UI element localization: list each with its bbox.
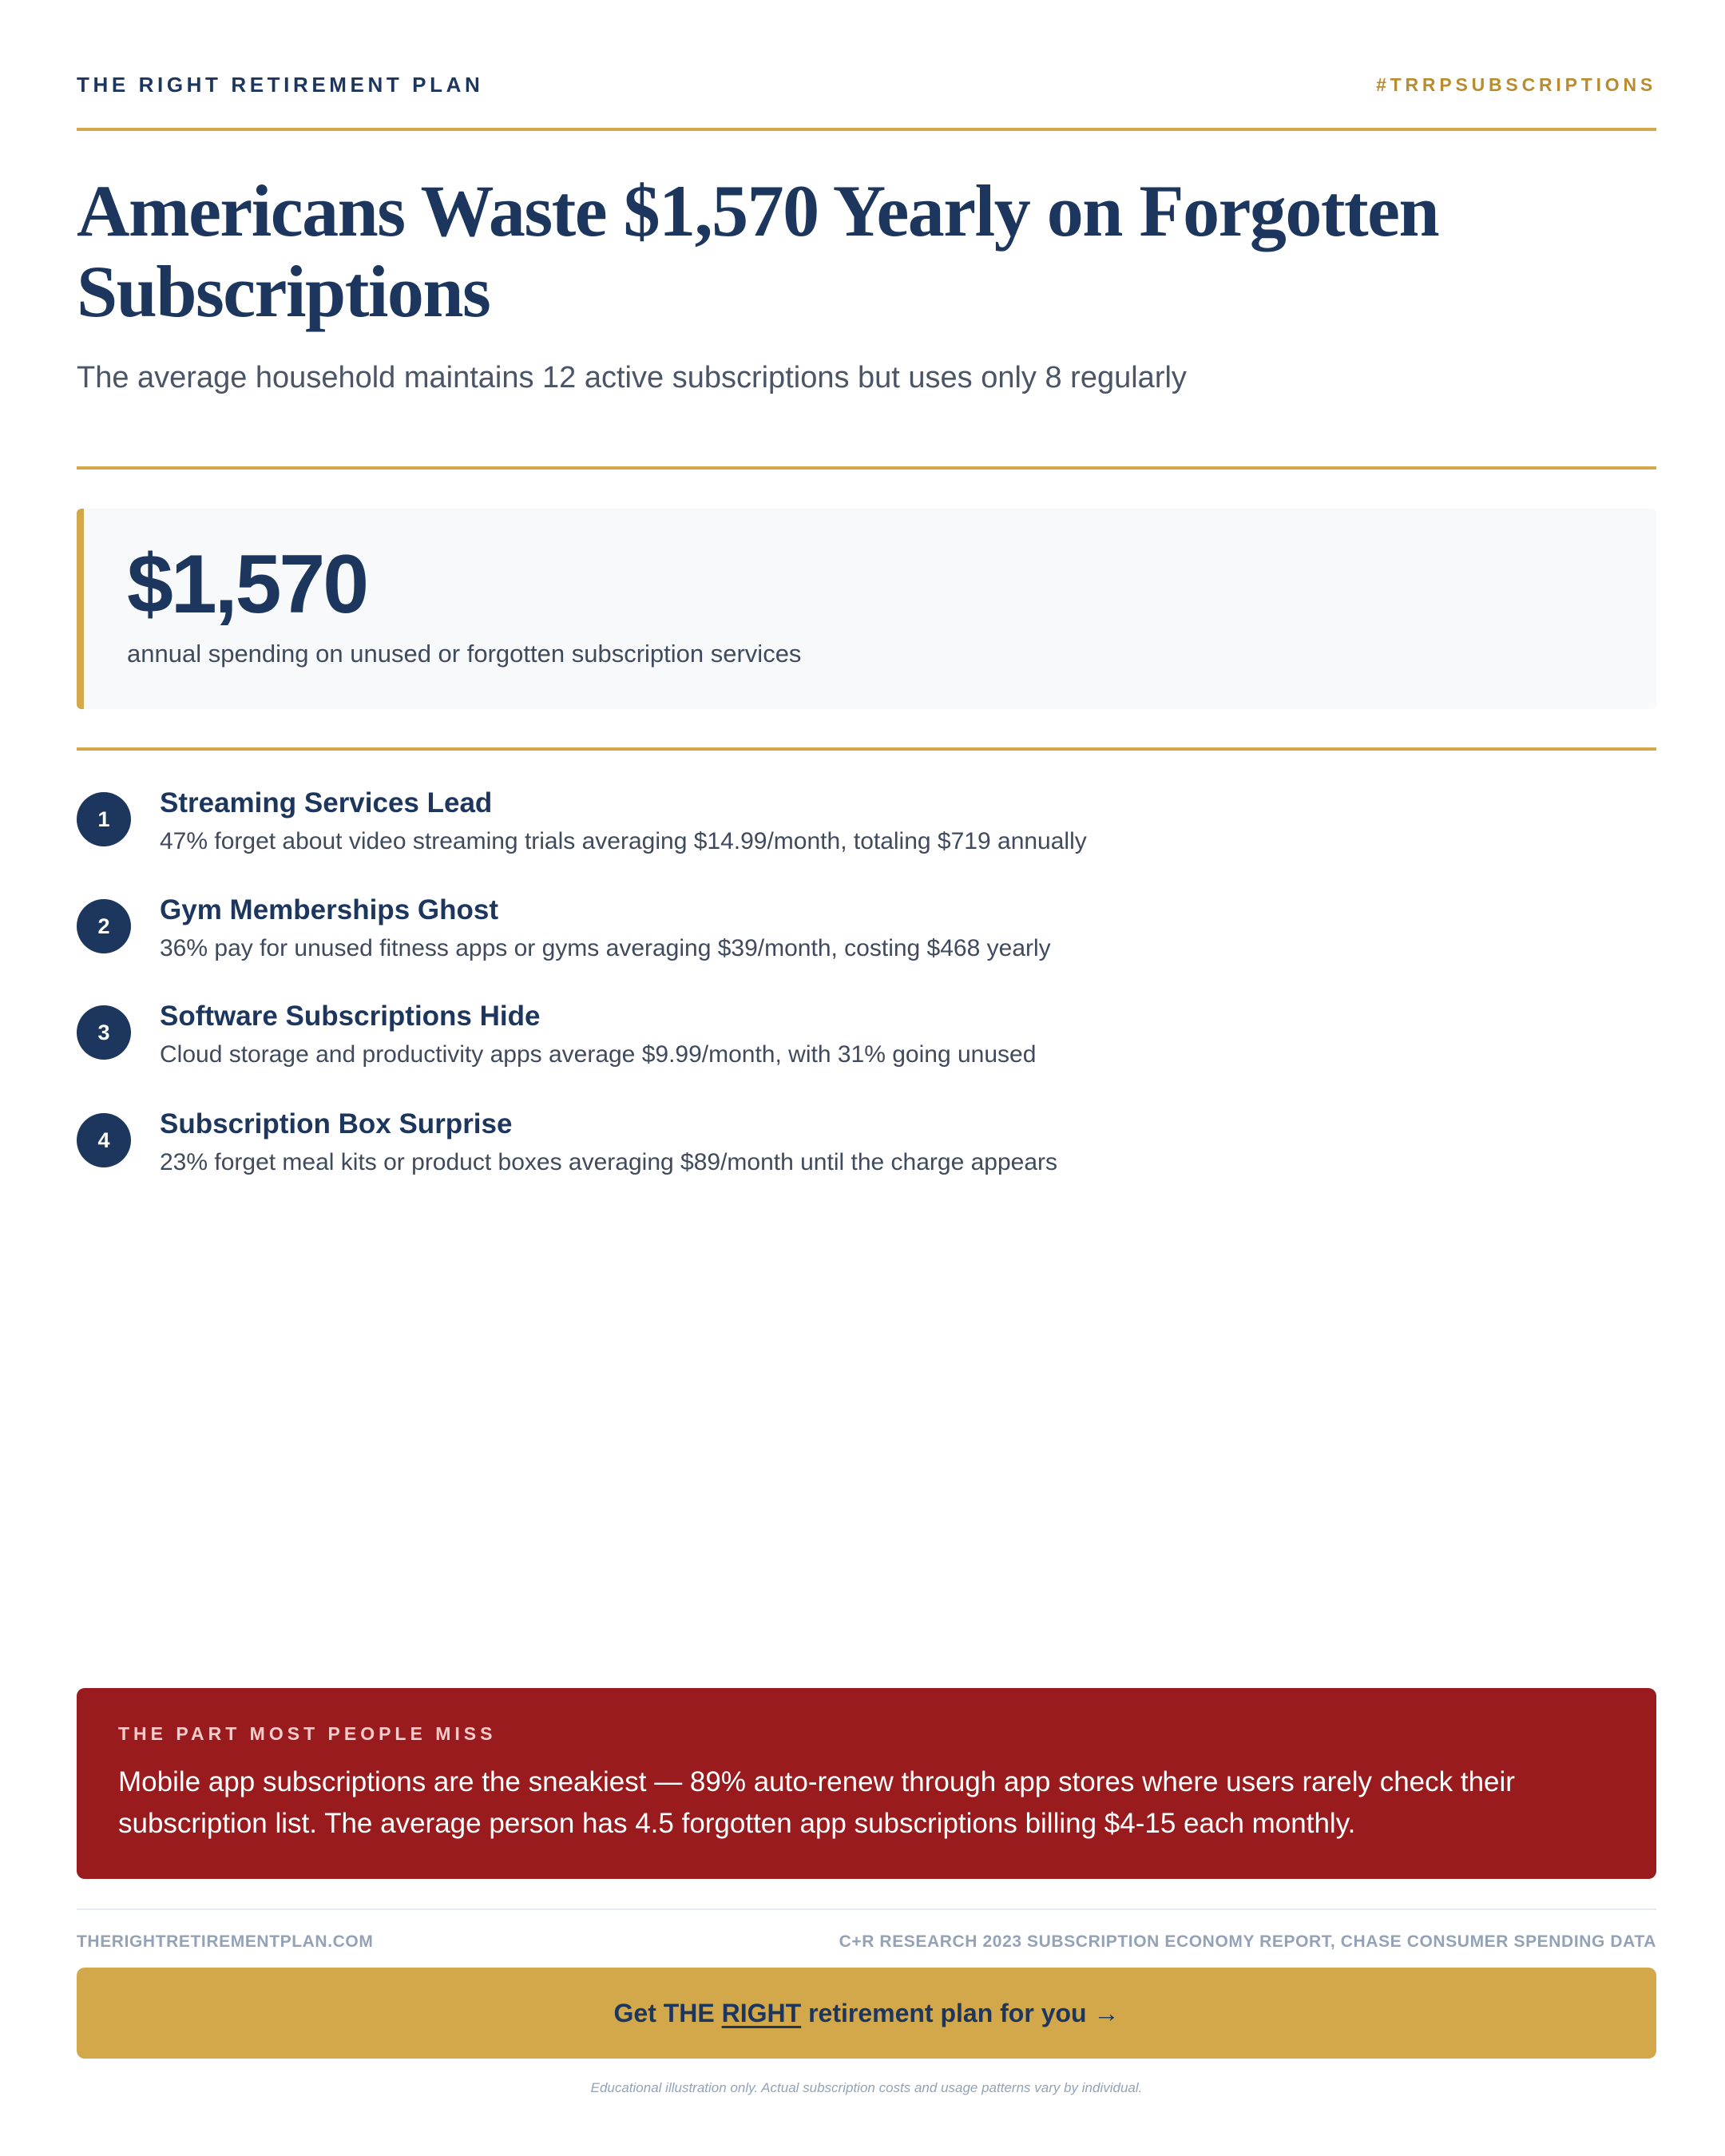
- item-description: 36% pay for unused fitness apps or gyms averaging $39/month, costing $468 yearly: [160, 935, 1051, 961]
- callout-text: Mobile app subscriptions are the sneakiest — 89% auto-renew through app stores where users rarely check their subscription list. The average person has 4.5 forgotten app subscriptions billing $4-15 each monthly.: [118, 1766, 1515, 1839]
- number-badge: 3: [77, 1005, 131, 1060]
- sources-text: C+R RESEARCH 2023 SUBSCRIPTION ECONOMY REPORT, CHASE CONSUMER SPENDING DATA: [839, 1932, 1656, 1951]
- section-divider: [77, 747, 1656, 751]
- stat-label: annual spending on unused or forgotten subscription services: [127, 640, 802, 668]
- section-divider: [77, 466, 1656, 470]
- insight-callout: [77, 1688, 1656, 1879]
- cta-suffix: retirement plan for you: [801, 1998, 1087, 2027]
- callout-label: THE PART MOST PEOPLE MISS: [118, 1723, 497, 1744]
- page-title: Americans Waste $1,570 Yearly on Forgotten Subscriptions: [77, 170, 1439, 332]
- list-item: [77, 1108, 1656, 1201]
- arrow-right-icon: [1087, 1999, 1094, 2028]
- item-description: 23% forget meal kits or product boxes averaging $89/month until the charge appears: [160, 1149, 1058, 1175]
- infographic-page: [77, 0, 1656, 2156]
- stat-callout: [77, 509, 1656, 709]
- list-item: [77, 787, 1656, 880]
- item-title: Gym Memberships Ghost: [160, 894, 498, 925]
- brand-name: THE RIGHT RETIREMENT PLAN: [77, 72, 484, 97]
- footer-divider: [77, 1908, 1656, 1910]
- header-divider: [77, 128, 1656, 131]
- cta-prefix: Get THE: [613, 1998, 722, 2027]
- item-description: Cloud storage and productivity apps average $9.99/month, with 31% going unused: [160, 1041, 1037, 1068]
- number-badge: 4: [77, 1113, 131, 1167]
- cta-button[interactable]: [77, 1968, 1656, 2059]
- footer: [77, 1932, 1656, 1952]
- list-item: [77, 1001, 1656, 1093]
- website-link[interactable]: THERIGHTRETIREMENTPLAN.COM: [77, 1932, 374, 1951]
- cta-emphasis: RIGHT: [721, 1998, 802, 2027]
- top-bar: [77, 70, 1656, 99]
- page-subtitle: The average household maintains 12 active subscriptions but uses only 8 regularly: [77, 361, 1187, 394]
- item-description: 47% forget about video streaming trials averaging $14.99/month, totaling $719 annually: [160, 828, 1087, 854]
- number-badge: 1: [77, 792, 131, 846]
- item-title: Software Subscriptions Hide: [160, 1001, 541, 1032]
- item-title: Streaming Services Lead: [160, 787, 493, 818]
- disclaimer: Educational illustration only. Actual subscription costs and usage patterns vary by individual.: [590, 2080, 1143, 2095]
- arrow-right-icon: →: [1093, 1998, 1120, 2027]
- list-item: [77, 894, 1656, 987]
- hashtag: #TRRPSUBSCRIPTIONS: [1376, 73, 1656, 95]
- stat-value: $1,570: [127, 538, 367, 631]
- item-title: Subscription Box Surprise: [160, 1108, 513, 1139]
- number-badge: 2: [77, 899, 131, 953]
